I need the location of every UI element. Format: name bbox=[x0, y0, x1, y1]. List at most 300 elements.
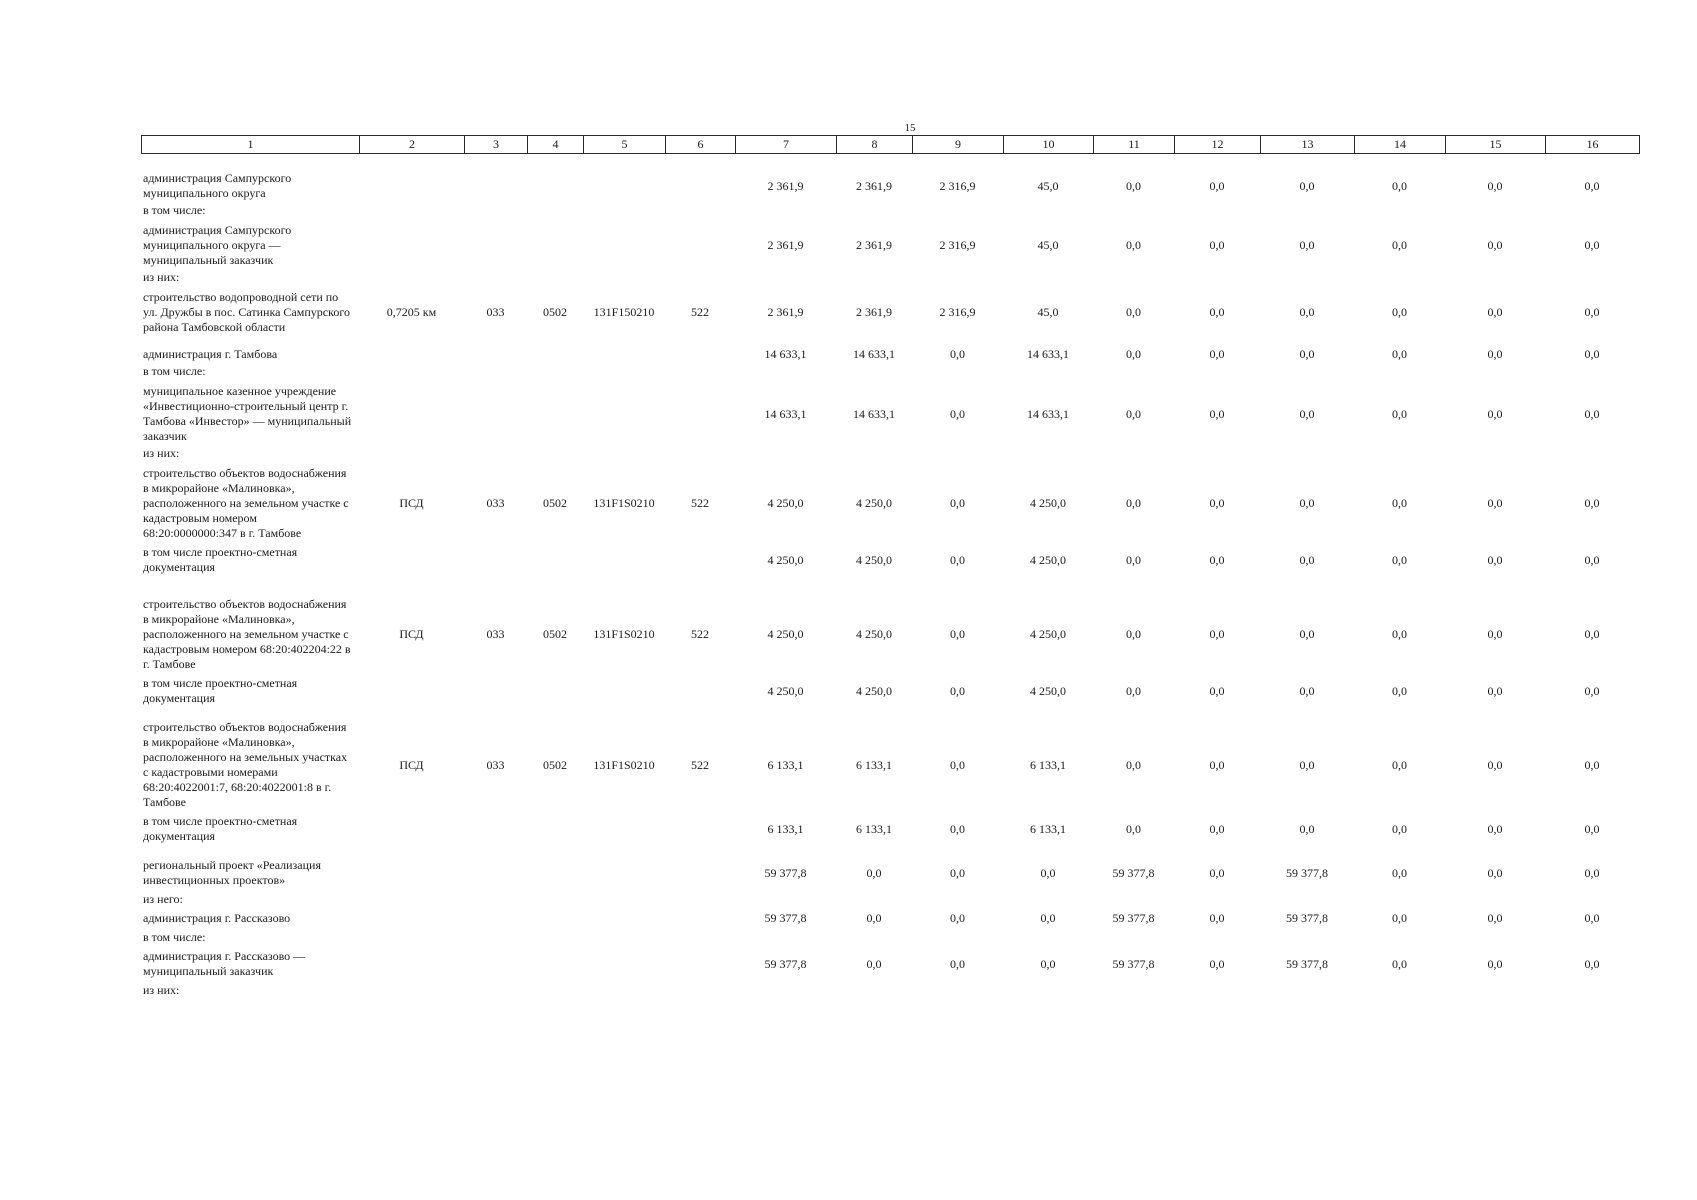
table-cell: 0,0 bbox=[1392, 178, 1407, 193]
table-row bbox=[141, 202, 1639, 219]
table-cell bbox=[1003, 982, 1093, 999]
table-cell bbox=[1093, 445, 1174, 462]
table-cell: 0,0 bbox=[1126, 627, 1141, 641]
table-cell bbox=[583, 544, 665, 576]
table-cell: 0,0 bbox=[1584, 347, 1600, 361]
table-cell bbox=[464, 675, 527, 707]
table-cell: 59 377,8 bbox=[1286, 956, 1328, 971]
column-number: 1 bbox=[142, 136, 360, 154]
table-cell: 0,0 bbox=[1126, 238, 1141, 252]
table-row bbox=[141, 929, 1639, 946]
table-cell bbox=[583, 891, 665, 908]
table-cell bbox=[665, 346, 735, 363]
table-cell bbox=[1545, 929, 1639, 946]
table-cell bbox=[527, 170, 583, 202]
table-cell bbox=[1545, 891, 1639, 908]
table-cell: 0,0 bbox=[1040, 865, 1056, 880]
table-cell: 14 633,1 bbox=[764, 406, 807, 421]
table-cell bbox=[1445, 929, 1545, 946]
table-cell: 0,0 bbox=[1584, 496, 1600, 510]
column-number: 13 bbox=[1261, 136, 1355, 154]
table-cell: 4 250,0 bbox=[1030, 552, 1066, 567]
row-label: администрация г. Тамбова bbox=[143, 347, 278, 361]
table-cell: 6 133,1 bbox=[1030, 757, 1066, 772]
table-cell: 0502 bbox=[543, 627, 567, 641]
table-cell: 033 bbox=[486, 305, 505, 319]
table-cell: 0,0 bbox=[950, 821, 965, 836]
table-cell: 2 316,9 bbox=[939, 305, 976, 319]
row-label: в том числе: bbox=[143, 364, 206, 378]
row-label: из них: bbox=[143, 983, 180, 997]
table-cell bbox=[1174, 445, 1260, 462]
table-cell: 0,0 bbox=[1392, 683, 1407, 698]
table-cell: 0,0 bbox=[1487, 552, 1503, 567]
table-cell bbox=[1174, 982, 1260, 999]
table-body bbox=[141, 170, 1639, 999]
table-cell bbox=[464, 982, 527, 999]
row-label: муниципальное казенное учреждение «Инвестиционно-строительный центр г. Тамбова «Инвестор» — муниципальный заказчик bbox=[143, 384, 352, 443]
column-number: 16 bbox=[1546, 136, 1640, 154]
column-number: 5 bbox=[584, 136, 666, 154]
table-cell bbox=[1445, 202, 1545, 219]
table-cell bbox=[583, 202, 665, 219]
table-cell: 0,0 bbox=[1392, 496, 1407, 510]
table-cell bbox=[665, 813, 735, 845]
table-cell: 14 633,1 bbox=[1027, 406, 1069, 421]
table-cell: 131F1S0210 bbox=[593, 627, 655, 641]
table-cell bbox=[527, 982, 583, 999]
table-cell bbox=[735, 269, 836, 286]
table-cell: 0,0 bbox=[1209, 865, 1225, 880]
table-cell: 0,0 bbox=[1299, 683, 1315, 698]
table-cell bbox=[735, 445, 836, 462]
table-row bbox=[141, 544, 1639, 576]
row-label: администрация Сампурского муниципального округа — муниципальный заказчик bbox=[143, 223, 292, 267]
row-label: региональный проект «Реализация инвестиционных проектов» bbox=[143, 858, 321, 887]
table-cell: 59 377,8 bbox=[1286, 911, 1328, 925]
table-cell bbox=[359, 929, 464, 946]
table-cell: ПСД bbox=[399, 627, 424, 641]
column-number: 4 bbox=[528, 136, 584, 154]
table-cell: 6 133,1 bbox=[767, 821, 804, 836]
table-cell bbox=[1545, 202, 1639, 219]
table-cell bbox=[464, 891, 527, 908]
column-number: 2 bbox=[360, 136, 465, 154]
table-cell bbox=[735, 891, 836, 908]
table-row bbox=[141, 948, 1639, 980]
table-cell: 522 bbox=[691, 496, 709, 510]
table-cell bbox=[583, 948, 665, 980]
table-cell: 033 bbox=[486, 496, 505, 510]
table-cell bbox=[912, 202, 1003, 219]
table-cell bbox=[583, 929, 665, 946]
table-cell: 522 bbox=[691, 305, 709, 319]
row-label: в том числе проектно-сметная документация bbox=[143, 814, 298, 843]
table-cell bbox=[583, 910, 665, 927]
table-cell bbox=[665, 675, 735, 707]
table-cell bbox=[1260, 891, 1354, 908]
table-cell bbox=[359, 813, 464, 845]
table-cell: 0,0 bbox=[1209, 956, 1225, 971]
table-row bbox=[141, 596, 1639, 673]
table-cell: 0,0 bbox=[1209, 911, 1225, 925]
table-cell bbox=[464, 544, 527, 576]
table-cell bbox=[1354, 929, 1445, 946]
table-cell bbox=[527, 891, 583, 908]
table-row bbox=[141, 269, 1639, 286]
table-cell bbox=[583, 383, 665, 445]
row-spacer bbox=[141, 576, 1639, 596]
table-cell bbox=[583, 222, 665, 269]
table-cell bbox=[527, 346, 583, 363]
table-cell bbox=[527, 929, 583, 946]
table-cell bbox=[735, 929, 836, 946]
table-cell bbox=[583, 813, 665, 845]
table-cell bbox=[1260, 269, 1354, 286]
table-cell: 0,0 bbox=[1487, 956, 1503, 971]
table-cell bbox=[527, 269, 583, 286]
table-cell: 0,0 bbox=[1392, 238, 1407, 252]
row-spacer bbox=[141, 336, 1639, 346]
table-cell bbox=[464, 445, 527, 462]
table-cell: 0,0 bbox=[1584, 757, 1600, 772]
table-cell: 0,0 bbox=[1392, 305, 1407, 319]
table-cell bbox=[836, 202, 912, 219]
table-cell: 131F150210 bbox=[593, 305, 655, 319]
table-cell: 0,0 bbox=[1487, 757, 1503, 772]
column-number-row bbox=[142, 136, 1640, 154]
table-cell: 0,0 bbox=[1487, 911, 1503, 925]
table-cell: 0,0 bbox=[1126, 496, 1141, 510]
table-cell: 59 377,8 bbox=[1112, 865, 1155, 880]
row-label: в том числе: bbox=[143, 203, 206, 217]
table-cell bbox=[359, 222, 464, 269]
table-cell bbox=[665, 929, 735, 946]
table-cell bbox=[912, 929, 1003, 946]
table-cell bbox=[527, 445, 583, 462]
table-cell bbox=[583, 346, 665, 363]
table-cell: 0,0 bbox=[866, 911, 882, 925]
table-cell: 033 bbox=[486, 757, 505, 772]
table-cell: 0,0 bbox=[866, 865, 882, 880]
table-cell: 4 250,0 bbox=[767, 627, 804, 641]
table-row bbox=[141, 857, 1639, 889]
table-cell: 0,0 bbox=[1392, 956, 1407, 971]
table-cell bbox=[836, 929, 912, 946]
table-cell: 0,0 bbox=[1487, 347, 1503, 361]
table-cell: 6 133,1 bbox=[856, 757, 892, 772]
table-cell bbox=[527, 675, 583, 707]
column-number-header bbox=[141, 135, 1640, 154]
table-cell: 0,0 bbox=[1487, 496, 1503, 510]
table-cell: 522 bbox=[691, 627, 709, 641]
table-cell: 0502 bbox=[543, 757, 567, 772]
table-cell bbox=[1445, 269, 1545, 286]
table-cell bbox=[583, 857, 665, 889]
table-row bbox=[141, 910, 1639, 927]
table-cell: ПСД bbox=[399, 496, 424, 510]
table-cell: 2 361,9 bbox=[856, 178, 892, 193]
table-cell: 0,0 bbox=[950, 911, 965, 925]
table-cell: 0,0 bbox=[1209, 305, 1225, 319]
table-cell: 0502 bbox=[543, 496, 567, 510]
row-label: из них: bbox=[143, 270, 180, 284]
table-cell bbox=[1445, 445, 1545, 462]
table-cell bbox=[1354, 363, 1445, 380]
table-cell bbox=[1354, 202, 1445, 219]
table-cell bbox=[583, 170, 665, 202]
table-cell bbox=[1260, 202, 1354, 219]
table-cell: 4 250,0 bbox=[1030, 627, 1066, 641]
table-cell bbox=[464, 813, 527, 845]
table-cell bbox=[665, 544, 735, 576]
table-cell bbox=[359, 857, 464, 889]
table-cell bbox=[665, 222, 735, 269]
row-label: в том числе проектно-сметная документация bbox=[143, 545, 298, 574]
table-cell: 4 250,0 bbox=[767, 496, 804, 510]
table-cell bbox=[527, 910, 583, 927]
table-cell: 0,0 bbox=[1392, 911, 1407, 925]
table-cell bbox=[464, 948, 527, 980]
table-cell: 0,0 bbox=[1299, 347, 1315, 361]
row-label: строительство объектов водоснабжения в микрорайоне «Малиновка», расположенного на земельном участке с кадастровым номером 68:20:0000000:347 в г. Тамбове bbox=[143, 466, 349, 540]
table-cell bbox=[1093, 202, 1174, 219]
table-cell bbox=[1445, 982, 1545, 999]
table-cell bbox=[527, 222, 583, 269]
table-cell bbox=[1174, 269, 1260, 286]
table-cell: 0,0 bbox=[1126, 757, 1141, 772]
table-cell: 0,0 bbox=[1584, 683, 1600, 698]
table-cell: 0,0 bbox=[1040, 911, 1056, 925]
table-cell bbox=[1174, 891, 1260, 908]
table-cell bbox=[1354, 982, 1445, 999]
table-cell bbox=[527, 383, 583, 445]
table-cell: 0,0 bbox=[1299, 757, 1315, 772]
row-label: в том числе: bbox=[143, 930, 206, 944]
table-cell bbox=[665, 363, 735, 380]
table-cell: 0,0 bbox=[1392, 865, 1407, 880]
table-cell: 0,0 bbox=[866, 956, 882, 971]
table-cell: 0,0 bbox=[950, 347, 965, 361]
table-cell: 0,0 bbox=[1392, 406, 1407, 421]
table-cell: 0,0 bbox=[1299, 178, 1315, 193]
row-label: администрация г. Рассказово — муниципальный заказчик bbox=[143, 949, 306, 978]
table-cell bbox=[665, 202, 735, 219]
table-cell bbox=[359, 891, 464, 908]
table-cell bbox=[359, 346, 464, 363]
table-cell: 033 bbox=[486, 627, 505, 641]
table-cell bbox=[1174, 363, 1260, 380]
row-label: строительство объектов водоснабжения в микрорайоне «Малиновка», расположенного на земельном участке с кадастровым номером 68:20:402204:22 в г. Тамбове bbox=[143, 597, 351, 671]
table-cell: 45,0 bbox=[1037, 238, 1059, 252]
table-cell: 59 377,8 bbox=[764, 911, 807, 925]
table-cell bbox=[464, 857, 527, 889]
table-cell: 2 316,9 bbox=[939, 238, 976, 252]
table-row bbox=[141, 445, 1639, 462]
table-cell bbox=[665, 383, 735, 445]
table-cell: 0,0 bbox=[1299, 627, 1315, 641]
table-cell: 14 633,1 bbox=[853, 347, 895, 361]
table-cell: 0,0 bbox=[1299, 552, 1315, 567]
table-cell bbox=[464, 929, 527, 946]
table-cell: 0,0 bbox=[1299, 406, 1315, 421]
table-row bbox=[141, 891, 1639, 908]
table-cell bbox=[583, 675, 665, 707]
table-cell bbox=[527, 813, 583, 845]
table-cell bbox=[527, 202, 583, 219]
table-cell: 0,0 bbox=[1392, 552, 1407, 567]
table-cell bbox=[1354, 445, 1445, 462]
table-cell: 0502 bbox=[543, 305, 567, 319]
table-cell bbox=[665, 857, 735, 889]
table-cell bbox=[464, 202, 527, 219]
table-cell: 0,0 bbox=[1487, 627, 1503, 641]
table-cell bbox=[1093, 363, 1174, 380]
table-cell bbox=[464, 170, 527, 202]
table-cell: 0,0 bbox=[1584, 238, 1600, 252]
table-cell bbox=[1003, 269, 1093, 286]
table-cell bbox=[836, 982, 912, 999]
table-cell: 4 250,0 bbox=[856, 552, 892, 567]
table-cell: 0,7205 км bbox=[386, 305, 437, 319]
table-cell bbox=[665, 982, 735, 999]
table-cell: 14 633,1 bbox=[853, 406, 895, 421]
table-cell: 0,0 bbox=[1126, 406, 1141, 421]
table-cell: 0,0 bbox=[950, 496, 965, 510]
table-cell bbox=[1545, 363, 1639, 380]
table-row bbox=[141, 346, 1639, 363]
table-cell bbox=[1003, 363, 1093, 380]
table-cell: 0,0 bbox=[1209, 757, 1225, 772]
table-cell: 0,0 bbox=[1487, 683, 1503, 698]
table-cell bbox=[464, 383, 527, 445]
column-number: 8 bbox=[837, 136, 913, 154]
table-row bbox=[141, 465, 1639, 542]
table-cell: 0,0 bbox=[1584, 406, 1600, 421]
table-cell: 0,0 bbox=[1209, 406, 1225, 421]
table-cell bbox=[1093, 982, 1174, 999]
table-cell: 0,0 bbox=[1126, 552, 1141, 567]
page-number: 15 bbox=[904, 122, 916, 134]
table-cell: 0,0 bbox=[1126, 178, 1141, 193]
table-cell bbox=[1003, 891, 1093, 908]
table-cell: 59 377,8 bbox=[1112, 911, 1155, 925]
table-cell: 0,0 bbox=[1487, 821, 1503, 836]
table-cell bbox=[836, 363, 912, 380]
table-cell bbox=[1545, 445, 1639, 462]
table-cell: 4 250,0 bbox=[1030, 683, 1066, 698]
table-cell: 0,0 bbox=[1584, 821, 1600, 836]
table-cell bbox=[1354, 891, 1445, 908]
table-cell bbox=[583, 445, 665, 462]
table-cell bbox=[527, 544, 583, 576]
table-cell: 522 bbox=[691, 757, 709, 772]
table-cell: 6 133,1 bbox=[767, 757, 804, 772]
table-cell: 0,0 bbox=[1392, 627, 1407, 641]
table-cell: 4 250,0 bbox=[856, 496, 892, 510]
table-cell: 2 316,9 bbox=[939, 178, 976, 193]
table-cell bbox=[359, 170, 464, 202]
row-spacer bbox=[141, 707, 1639, 719]
table-cell: 6 133,1 bbox=[856, 821, 892, 836]
column-number: 14 bbox=[1355, 136, 1446, 154]
table-cell bbox=[1445, 363, 1545, 380]
table-cell bbox=[359, 544, 464, 576]
table-cell: 0,0 bbox=[1487, 178, 1503, 193]
table-cell bbox=[665, 891, 735, 908]
table-cell: 0,0 bbox=[950, 406, 965, 421]
table-cell bbox=[912, 269, 1003, 286]
column-number: 11 bbox=[1094, 136, 1175, 154]
table-cell bbox=[735, 202, 836, 219]
table-row bbox=[141, 675, 1639, 707]
table-cell bbox=[1260, 363, 1354, 380]
table-cell: 0,0 bbox=[1209, 821, 1225, 836]
table-cell: 0,0 bbox=[1209, 552, 1225, 567]
table-cell bbox=[665, 269, 735, 286]
table-cell: 131F1S0210 bbox=[593, 496, 655, 510]
row-label: строительство объектов водоснабжения в микрорайоне «Малиновка», расположенного на земельных участках с кадастровыми номерами 68:20:4022001:7, 68:20:4022001:8 в г. Тамбове bbox=[143, 720, 348, 809]
table-cell bbox=[1545, 982, 1639, 999]
table-cell bbox=[665, 948, 735, 980]
table-cell bbox=[665, 170, 735, 202]
table-cell bbox=[912, 363, 1003, 380]
table-cell bbox=[359, 910, 464, 927]
table-cell: 0,0 bbox=[1209, 347, 1225, 361]
column-number: 6 bbox=[666, 136, 736, 154]
table-cell bbox=[1174, 202, 1260, 219]
row-spacer bbox=[141, 845, 1639, 857]
table-cell bbox=[527, 948, 583, 980]
table-cell bbox=[1093, 929, 1174, 946]
table-cell: 4 250,0 bbox=[767, 683, 804, 698]
table-cell: 0,0 bbox=[1584, 627, 1600, 641]
table-cell: 2 361,9 bbox=[767, 238, 804, 252]
table-cell: 0,0 bbox=[1126, 821, 1141, 836]
table-cell bbox=[359, 202, 464, 219]
table-cell: 59 377,8 bbox=[1286, 865, 1328, 880]
table-cell bbox=[464, 363, 527, 380]
table-cell: 0,0 bbox=[1487, 865, 1503, 880]
table-cell: ПСД bbox=[399, 757, 424, 772]
table-cell: 0,0 bbox=[1487, 406, 1503, 421]
table-cell bbox=[527, 857, 583, 889]
table-cell bbox=[464, 269, 527, 286]
table-row bbox=[141, 289, 1639, 336]
row-label: в том числе проектно-сметная документация bbox=[143, 676, 298, 705]
table-cell bbox=[1003, 202, 1093, 219]
table-cell bbox=[1354, 269, 1445, 286]
table-cell: 4 250,0 bbox=[1030, 496, 1066, 510]
table-cell bbox=[836, 891, 912, 908]
table-cell bbox=[359, 269, 464, 286]
row-label: строительство водопроводной сети по ул. Дружбы в пос. Сатинка Сампурского района Тамбовской области bbox=[143, 290, 350, 334]
table-cell: 45,0 bbox=[1037, 305, 1059, 319]
table-cell: 0,0 bbox=[1209, 496, 1225, 510]
table-cell bbox=[665, 910, 735, 927]
table-cell: 14 633,1 bbox=[1027, 347, 1069, 361]
table-cell: 0,0 bbox=[1209, 178, 1225, 193]
table-cell: 0,0 bbox=[1487, 238, 1503, 252]
table-cell: 4 250,0 bbox=[856, 627, 892, 641]
table-cell: 131F1S0210 bbox=[593, 757, 655, 772]
table-cell: 0,0 bbox=[1040, 956, 1056, 971]
table-cell bbox=[1260, 982, 1354, 999]
row-label: администрация г. Рассказово bbox=[143, 911, 291, 925]
table-cell bbox=[735, 982, 836, 999]
table-cell bbox=[665, 445, 735, 462]
table-cell bbox=[912, 445, 1003, 462]
